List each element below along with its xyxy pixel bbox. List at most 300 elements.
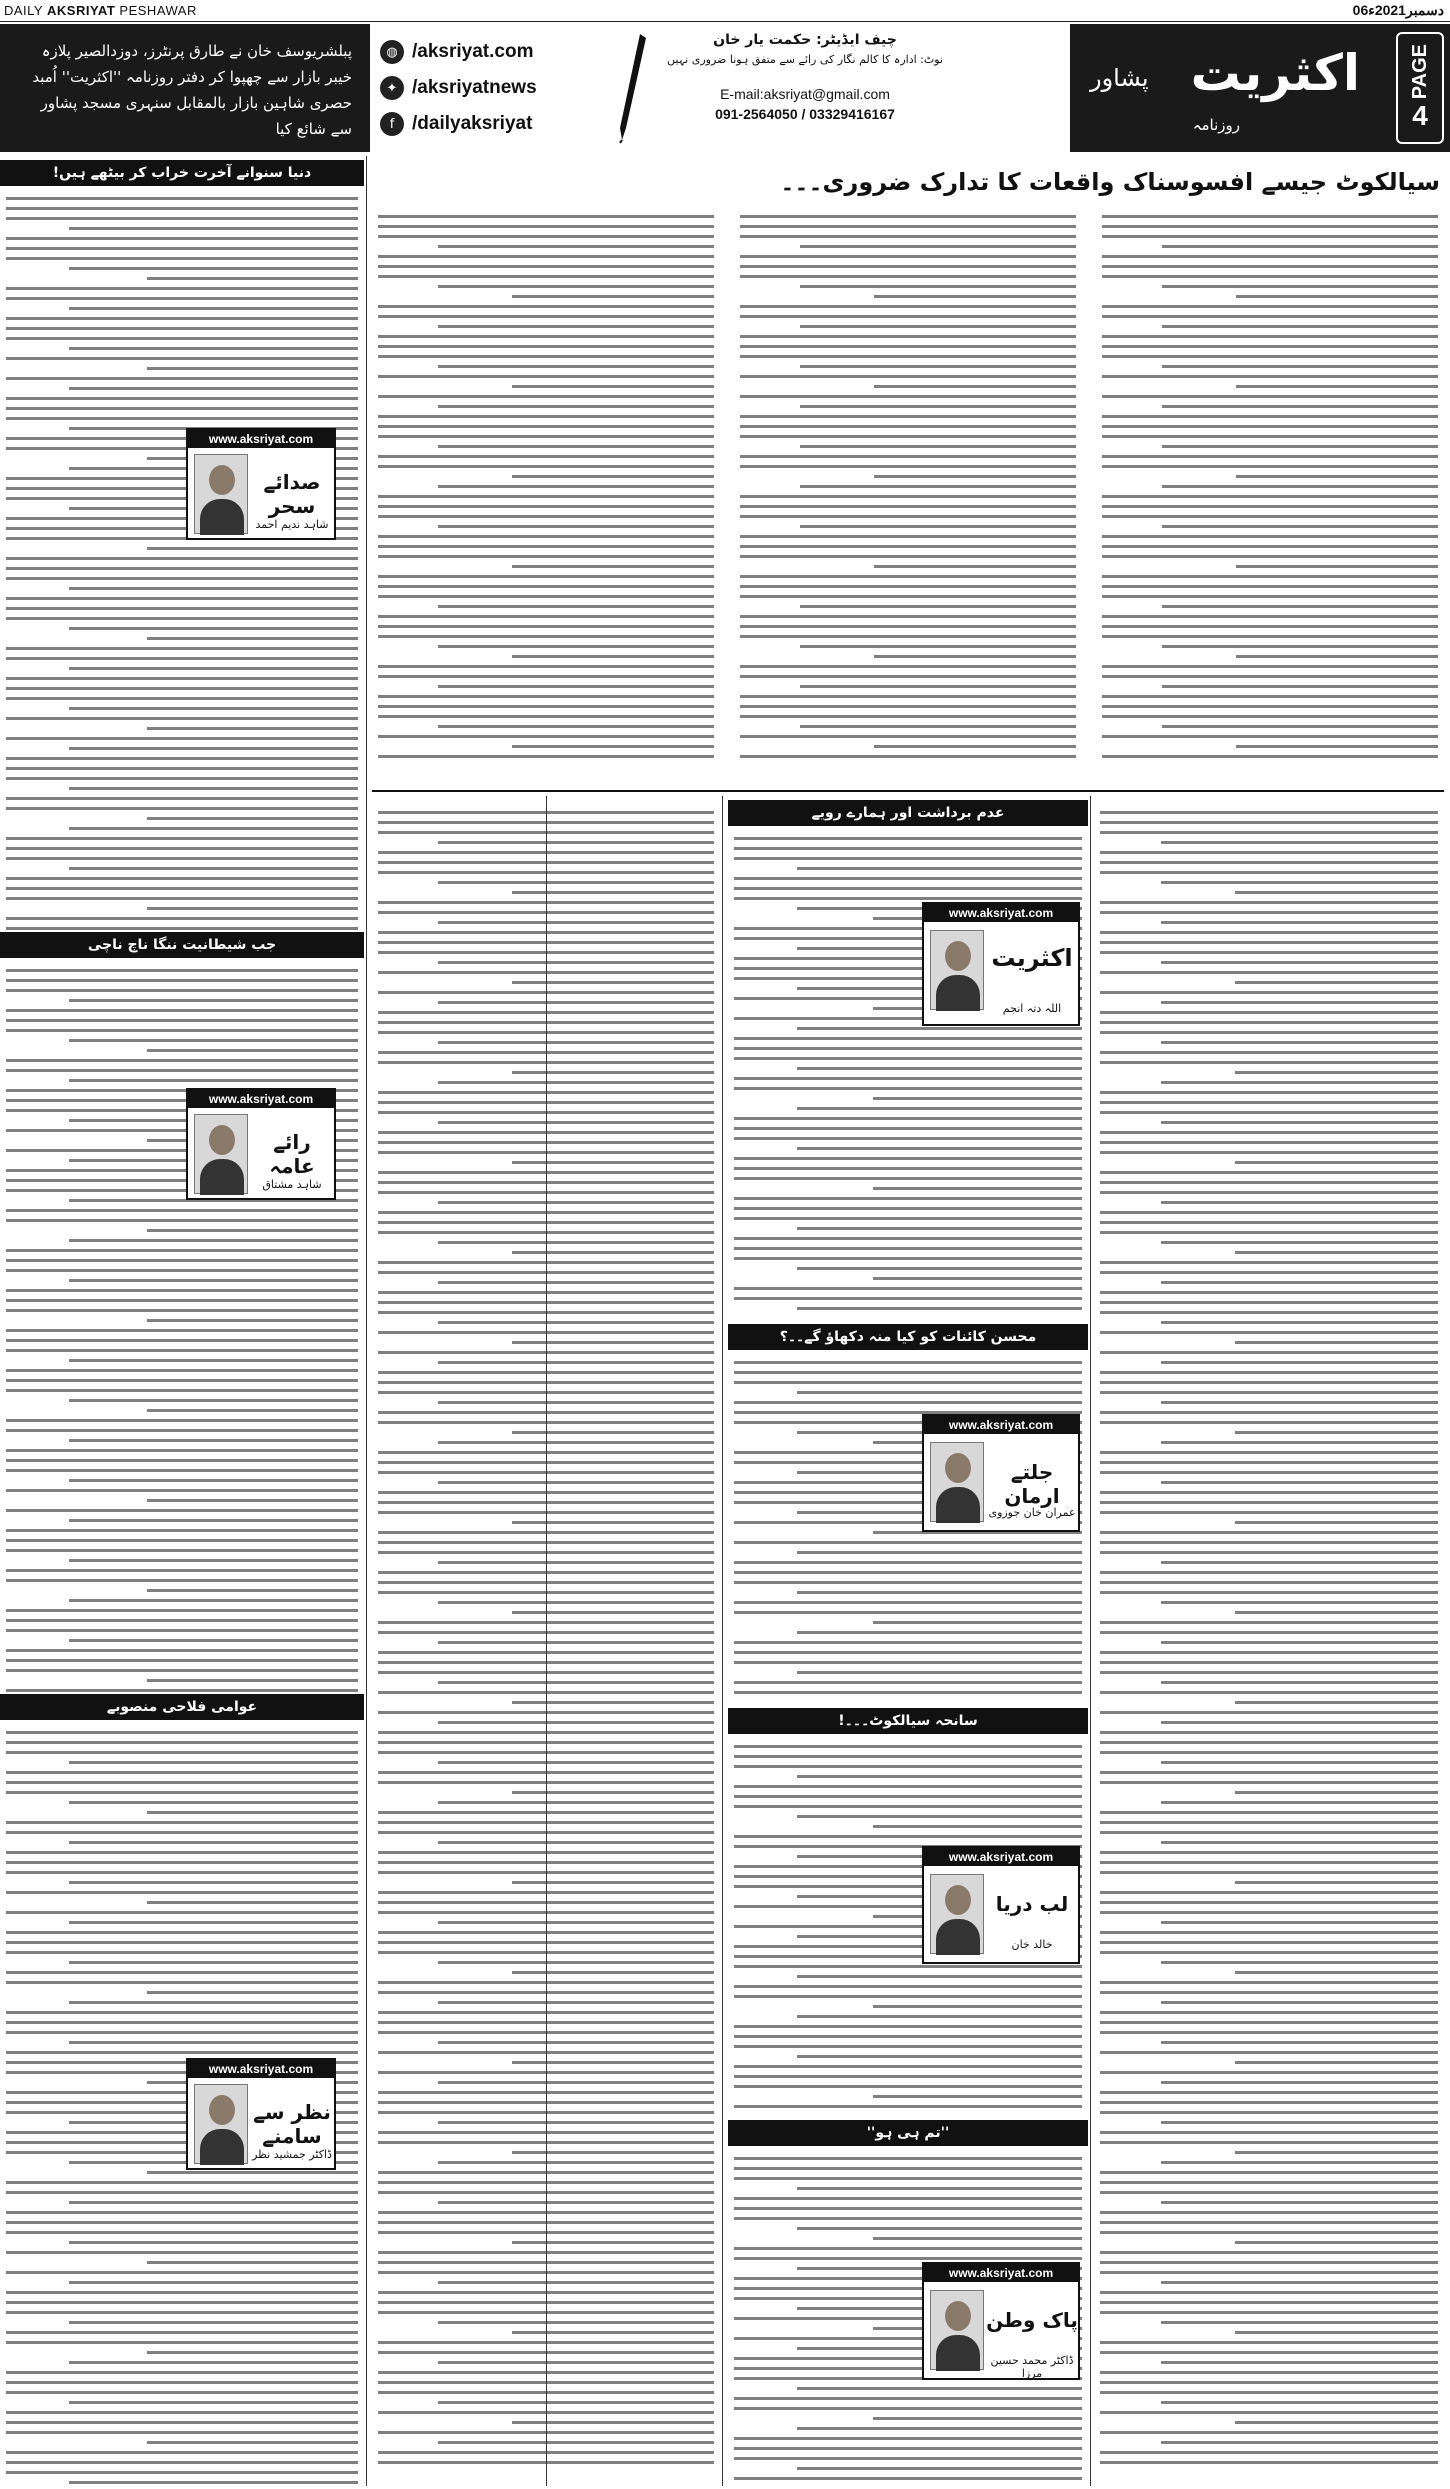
text-line bbox=[6, 2211, 358, 2214]
text-line bbox=[1100, 901, 1438, 904]
text-line bbox=[1162, 405, 1438, 408]
text-line bbox=[1235, 2151, 1438, 2154]
text-line bbox=[378, 675, 714, 678]
text-line bbox=[6, 647, 358, 650]
text-line bbox=[1100, 831, 1438, 834]
text-line bbox=[1161, 2281, 1438, 2284]
text-line bbox=[797, 1107, 1082, 1110]
text-line bbox=[1162, 485, 1438, 488]
text-line bbox=[1161, 1641, 1438, 1644]
text-line bbox=[734, 1795, 1082, 1798]
text-line bbox=[734, 2397, 1082, 2400]
text-line bbox=[6, 1449, 358, 1452]
text-line bbox=[1102, 675, 1438, 678]
column-divider bbox=[1090, 796, 1091, 2486]
text-line bbox=[6, 677, 358, 680]
text-line bbox=[1100, 1571, 1438, 1574]
text-line bbox=[6, 2431, 358, 2434]
text-line bbox=[438, 445, 714, 448]
social-facebook[interactable] bbox=[380, 106, 610, 142]
text-line bbox=[1236, 745, 1438, 748]
text-line bbox=[6, 927, 358, 930]
text-line bbox=[378, 715, 714, 718]
text-line bbox=[1235, 2241, 1438, 2244]
text-line bbox=[69, 667, 358, 670]
text-line bbox=[6, 1309, 358, 1312]
text-line bbox=[1161, 2041, 1438, 2044]
text-line bbox=[378, 315, 714, 318]
text-line bbox=[740, 615, 1076, 618]
text-line bbox=[734, 1137, 1082, 1140]
text-line bbox=[1100, 1731, 1438, 1734]
text-line bbox=[1102, 615, 1438, 618]
text-line bbox=[6, 1549, 358, 1552]
text-line bbox=[147, 2351, 358, 2354]
text-line bbox=[734, 2035, 1082, 2038]
text-line bbox=[6, 1249, 358, 1252]
text-line bbox=[1236, 475, 1438, 478]
text-line bbox=[1235, 1071, 1438, 1074]
text-line bbox=[800, 725, 1076, 728]
article-body bbox=[0, 186, 364, 930]
text-line bbox=[6, 2271, 358, 2274]
social-website[interactable] bbox=[380, 34, 610, 70]
text-line bbox=[734, 2407, 1082, 2410]
text-line bbox=[6, 1659, 358, 1662]
text-line bbox=[6, 1069, 358, 1072]
author-name: ڈاکٹر محمد حسین مرزا bbox=[990, 2354, 1074, 2380]
text-line bbox=[6, 1459, 358, 1462]
text-line bbox=[69, 707, 358, 710]
text-line bbox=[1100, 1901, 1438, 1904]
text-line bbox=[1100, 2261, 1438, 2264]
text-line bbox=[147, 1319, 358, 1322]
text-line bbox=[1100, 1781, 1438, 1784]
text-line bbox=[734, 847, 1082, 850]
text-line bbox=[797, 1147, 1082, 1150]
text-line bbox=[1161, 1681, 1438, 1684]
author-name: اللہ دتہ انجم bbox=[1002, 1002, 1062, 1015]
text-line bbox=[378, 495, 714, 498]
text-line bbox=[1161, 2321, 1438, 2324]
text-line bbox=[378, 665, 714, 668]
text-line bbox=[438, 325, 714, 328]
text-line bbox=[6, 1821, 358, 1824]
text-line bbox=[1102, 335, 1438, 338]
text-line bbox=[69, 2001, 358, 2004]
text-line bbox=[6, 1951, 358, 1954]
text-line bbox=[1100, 2051, 1438, 2054]
text-line bbox=[1161, 1281, 1438, 1284]
text-line bbox=[1102, 535, 1438, 538]
text-line bbox=[6, 657, 358, 660]
text-line bbox=[6, 1349, 358, 1352]
text-line bbox=[6, 717, 358, 720]
text-line bbox=[69, 307, 358, 310]
text-line bbox=[6, 1389, 358, 1392]
text-line bbox=[1100, 1981, 1438, 1984]
text-line bbox=[6, 1019, 358, 1022]
columnist-box bbox=[922, 1846, 1080, 1964]
text-line bbox=[1161, 1921, 1438, 1924]
text-line bbox=[6, 1771, 358, 1774]
author-photo bbox=[930, 2290, 984, 2370]
page-number: 4 bbox=[1412, 99, 1428, 131]
text-line bbox=[1100, 2191, 1438, 2194]
columnist-box bbox=[922, 902, 1080, 1026]
text-line bbox=[1100, 971, 1438, 974]
text-line bbox=[740, 315, 1076, 318]
text-line bbox=[800, 445, 1076, 448]
text-line bbox=[1100, 1261, 1438, 1264]
text-line bbox=[734, 857, 1082, 860]
text-line bbox=[512, 475, 714, 478]
text-line bbox=[378, 355, 714, 358]
text-line bbox=[6, 597, 358, 600]
text-line bbox=[6, 1299, 358, 1302]
page-label: PAGE bbox=[1408, 44, 1431, 100]
disclaimer: نوٹ: ادارہ کا کالم نگار کی رائے سے متفق ہونا ضروری نہیں bbox=[667, 53, 943, 66]
text-line bbox=[734, 1207, 1082, 1210]
text-line bbox=[734, 2085, 1082, 2088]
text-line bbox=[6, 237, 358, 240]
text-line bbox=[800, 285, 1076, 288]
text-line bbox=[734, 1087, 1082, 1090]
text-line bbox=[6, 797, 358, 800]
text-line bbox=[6, 567, 358, 570]
text-line bbox=[1102, 305, 1438, 308]
text-line bbox=[797, 2387, 1082, 2390]
text-line bbox=[740, 585, 1076, 588]
text-line bbox=[1100, 1591, 1438, 1594]
text-line bbox=[797, 2055, 1082, 2058]
text-line bbox=[1102, 345, 1438, 348]
text-line bbox=[797, 1307, 1082, 1310]
text-line bbox=[6, 687, 358, 690]
text-line bbox=[873, 2005, 1082, 2008]
text-line bbox=[1100, 991, 1438, 994]
text-line bbox=[734, 1611, 1082, 1614]
text-line bbox=[1161, 1241, 1438, 1244]
text-line bbox=[797, 2227, 1082, 2230]
text-line bbox=[6, 2011, 358, 2014]
text-line bbox=[1100, 1911, 1438, 1914]
text-line bbox=[1102, 665, 1438, 668]
text-line bbox=[378, 415, 714, 418]
text-line bbox=[1100, 2221, 1438, 2224]
text-line bbox=[734, 1401, 1082, 1404]
text-line bbox=[378, 705, 714, 708]
text-line bbox=[69, 1761, 358, 1764]
text-line bbox=[1161, 2441, 1438, 2444]
lead-headline: سیالکوٹ جیسے افسوسناک واقعات کا تدارک ضروری۔۔۔ bbox=[780, 168, 1440, 196]
text-line bbox=[6, 2221, 358, 2224]
text-line bbox=[69, 1439, 358, 1442]
text-line bbox=[6, 577, 358, 580]
text-line bbox=[378, 255, 714, 258]
text-line bbox=[734, 1541, 1082, 1544]
text-line bbox=[740, 375, 1076, 378]
text-line bbox=[740, 495, 1076, 498]
text-line bbox=[1102, 495, 1438, 498]
text-line bbox=[734, 1995, 1082, 1998]
text-line bbox=[1235, 2061, 1438, 2064]
text-line bbox=[734, 1641, 1082, 1644]
text-line bbox=[6, 1289, 358, 1292]
text-line bbox=[69, 1639, 358, 1642]
text-line bbox=[6, 2181, 358, 2184]
website-strip: www.aksriyat.com bbox=[924, 1848, 1078, 1866]
text-line bbox=[1100, 1941, 1438, 1944]
text-line bbox=[734, 1805, 1082, 1808]
text-line bbox=[1162, 605, 1438, 608]
text-line bbox=[1100, 2071, 1438, 2074]
text-line bbox=[1162, 365, 1438, 368]
text-line bbox=[1100, 2231, 1438, 2234]
text-line bbox=[6, 807, 358, 810]
text-line bbox=[6, 207, 358, 210]
text-line bbox=[734, 1745, 1082, 1748]
text-line bbox=[147, 1499, 358, 1502]
top-bar bbox=[0, 0, 1450, 22]
editorial-body bbox=[372, 204, 1444, 774]
text-line bbox=[1161, 1481, 1438, 1484]
column-divider bbox=[366, 156, 367, 2486]
text-line bbox=[378, 625, 714, 628]
text-line bbox=[740, 595, 1076, 598]
text-line bbox=[734, 1661, 1082, 1664]
twitter-link[interactable]: /aksriyatnews bbox=[412, 77, 537, 98]
twitter-icon: ✦ bbox=[380, 76, 404, 100]
text-line bbox=[6, 297, 358, 300]
text-line bbox=[69, 1881, 358, 1884]
text-line bbox=[147, 1589, 358, 1592]
text-line bbox=[734, 1037, 1082, 1040]
text-line bbox=[873, 1277, 1082, 1280]
text-line bbox=[6, 417, 358, 420]
text-line bbox=[734, 2197, 1082, 2200]
text-line bbox=[734, 1117, 1082, 1120]
social-twitter[interactable] bbox=[380, 70, 610, 106]
text-line bbox=[1161, 1401, 1438, 1404]
text-line bbox=[6, 1911, 358, 1914]
text-line bbox=[734, 1651, 1082, 1654]
text-line bbox=[6, 917, 358, 920]
text-line bbox=[1162, 445, 1438, 448]
contact-email[interactable]: E-mail:aksriyat@gmail.com bbox=[720, 86, 890, 102]
text-line bbox=[6, 2421, 358, 2424]
text-line bbox=[1161, 1001, 1438, 1004]
text-line bbox=[1100, 2301, 1438, 2304]
text-line bbox=[1235, 1971, 1438, 1974]
text-line bbox=[69, 2041, 358, 2044]
author-photo bbox=[930, 1442, 984, 1522]
text-line bbox=[378, 735, 714, 738]
text-line bbox=[740, 225, 1076, 228]
text-line bbox=[1102, 215, 1438, 218]
text-line bbox=[147, 367, 358, 370]
text-line bbox=[438, 245, 714, 248]
text-line bbox=[6, 1469, 358, 1472]
text-line bbox=[378, 335, 714, 338]
author-photo bbox=[194, 1114, 248, 1194]
text-line bbox=[147, 2441, 358, 2444]
text-line bbox=[69, 1921, 358, 1924]
text-line bbox=[1100, 1051, 1438, 1054]
issue-date: 06دسمبر2021ء bbox=[1352, 2, 1444, 18]
text-line bbox=[69, 2241, 358, 2244]
text-line bbox=[378, 345, 714, 348]
text-line bbox=[734, 887, 1082, 890]
text-line bbox=[1100, 1011, 1438, 1014]
text-line bbox=[378, 555, 714, 558]
text-line bbox=[734, 1057, 1082, 1060]
text-line bbox=[6, 1629, 358, 1632]
text-line bbox=[740, 465, 1076, 468]
text-line bbox=[1161, 1321, 1438, 1324]
text-line bbox=[734, 1755, 1082, 1758]
facebook-link[interactable]: /dailyaksriyat bbox=[412, 113, 533, 134]
text-line bbox=[800, 525, 1076, 528]
text-line bbox=[734, 2025, 1082, 2028]
text-line bbox=[69, 1801, 358, 1804]
text-line bbox=[734, 1581, 1082, 1584]
text-line bbox=[734, 1127, 1082, 1130]
text-line bbox=[6, 897, 358, 900]
text-line bbox=[1235, 2331, 1438, 2334]
column-name: لب دریا bbox=[995, 1892, 1069, 1916]
columnist-box bbox=[186, 1088, 336, 1200]
text-line bbox=[734, 2437, 1082, 2440]
text-line bbox=[6, 1981, 358, 1984]
text-line bbox=[1100, 1471, 1438, 1474]
text-line bbox=[378, 695, 714, 698]
text-line bbox=[6, 847, 358, 850]
website-strip: www.aksriyat.com bbox=[188, 1090, 334, 1108]
text-line bbox=[1100, 1111, 1438, 1114]
text-line bbox=[378, 545, 714, 548]
website-link[interactable]: /aksriyat.com bbox=[412, 41, 534, 62]
text-line bbox=[6, 377, 358, 380]
text-line bbox=[1235, 2421, 1438, 2424]
text-line bbox=[740, 755, 1076, 758]
text-line bbox=[1162, 645, 1438, 648]
text-line bbox=[797, 1775, 1082, 1778]
text-line bbox=[797, 1975, 1082, 1978]
text-line bbox=[6, 1741, 358, 1744]
text-line bbox=[1100, 1021, 1438, 1024]
text-line bbox=[1100, 2131, 1438, 2134]
text-line bbox=[740, 275, 1076, 278]
text-line bbox=[800, 245, 1076, 248]
text-line bbox=[740, 455, 1076, 458]
text-line bbox=[1161, 2161, 1438, 2164]
text-line bbox=[1100, 2451, 1438, 2454]
text-line bbox=[797, 1551, 1082, 1554]
text-line bbox=[378, 635, 714, 638]
text-line bbox=[69, 267, 358, 270]
text-line bbox=[6, 697, 358, 700]
text-line bbox=[1100, 1411, 1438, 1414]
text-line bbox=[740, 625, 1076, 628]
text-line bbox=[69, 387, 358, 390]
text-line bbox=[873, 1187, 1082, 1190]
text-line bbox=[734, 2457, 1082, 2460]
text-line bbox=[1100, 2141, 1438, 2144]
text-line bbox=[734, 2045, 1082, 2048]
text-line bbox=[797, 1631, 1082, 1634]
text-line bbox=[147, 1049, 358, 1052]
text-line bbox=[740, 695, 1076, 698]
text-line bbox=[1100, 2311, 1438, 2314]
text-line bbox=[1102, 585, 1438, 588]
text-line bbox=[740, 355, 1076, 358]
text-line bbox=[1100, 1311, 1438, 1314]
text-line bbox=[734, 1765, 1082, 1768]
text-line bbox=[734, 2075, 1082, 2078]
text-line bbox=[147, 2171, 358, 2174]
text-line bbox=[1100, 2431, 1438, 2434]
text-line bbox=[6, 1619, 358, 1622]
text-line bbox=[740, 425, 1076, 428]
text-line bbox=[1100, 1381, 1438, 1384]
columnist-box bbox=[186, 2058, 336, 2170]
text-line bbox=[438, 645, 714, 648]
text-line bbox=[147, 1991, 358, 1994]
text-line bbox=[1102, 425, 1438, 428]
text-line bbox=[378, 505, 714, 508]
text-line bbox=[6, 1781, 358, 1784]
text-line bbox=[800, 365, 1076, 368]
text-line bbox=[6, 2231, 358, 2234]
text-line bbox=[6, 1339, 358, 1342]
text-line bbox=[1102, 505, 1438, 508]
text-line bbox=[740, 535, 1076, 538]
text-line bbox=[69, 827, 358, 830]
text-line bbox=[1161, 1841, 1438, 1844]
text-line bbox=[438, 485, 714, 488]
text-line bbox=[1100, 1671, 1438, 1674]
text-line bbox=[734, 1835, 1082, 1838]
text-line bbox=[1100, 911, 1438, 914]
text-line bbox=[740, 235, 1076, 238]
text-line bbox=[734, 1965, 1082, 1968]
section-title: دنیا سنوانے آخرت خراب کر بیٹھے ہیں! bbox=[0, 160, 364, 186]
text-line bbox=[69, 867, 358, 870]
text-line bbox=[1100, 941, 1438, 944]
text-line bbox=[378, 395, 714, 398]
text-line bbox=[6, 2251, 358, 2254]
text-line bbox=[734, 1177, 1082, 1180]
brand-line bbox=[4, 3, 197, 18]
text-line bbox=[6, 247, 358, 250]
text-line bbox=[1235, 1791, 1438, 1794]
text-line bbox=[6, 287, 358, 290]
text-line bbox=[438, 285, 714, 288]
text-line bbox=[1161, 1961, 1438, 1964]
text-line bbox=[797, 867, 1082, 870]
text-line bbox=[378, 465, 714, 468]
author-photo bbox=[194, 454, 248, 534]
text-line bbox=[1235, 1161, 1438, 1164]
text-line bbox=[378, 425, 714, 428]
text-line bbox=[873, 2237, 1082, 2240]
text-line bbox=[734, 1247, 1082, 1250]
text-line bbox=[740, 515, 1076, 518]
text-line bbox=[69, 627, 358, 630]
text-line bbox=[1100, 1531, 1438, 1534]
text-line bbox=[1100, 2101, 1438, 2104]
